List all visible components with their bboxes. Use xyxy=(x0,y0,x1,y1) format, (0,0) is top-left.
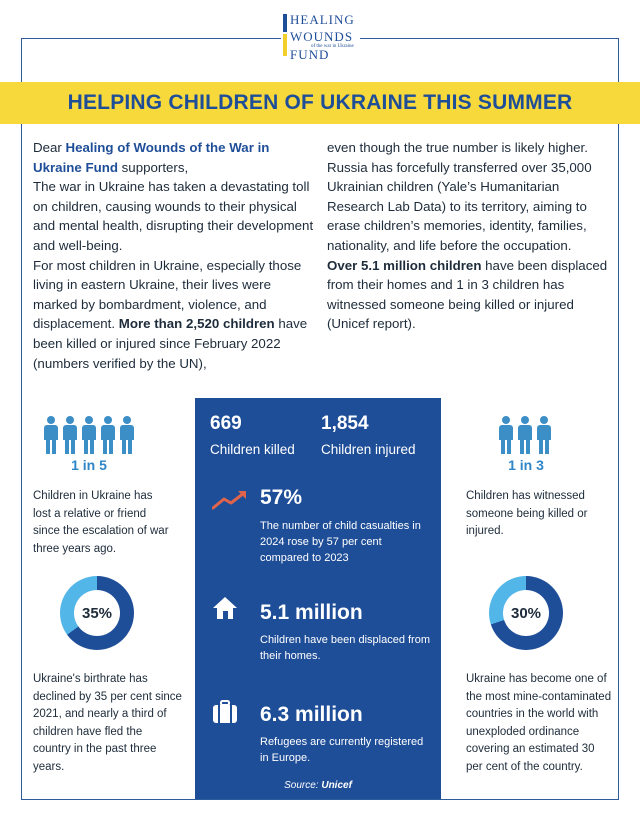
donut-left-label: 35% xyxy=(74,590,120,636)
letter-paragraph-1: The war in Ukraine has taken a devastating toll on children, causing wounds to their physical and mental health, disrupting their development and well-being. xyxy=(33,179,314,253)
letter-column-left xyxy=(33,138,318,373)
stat-displaced: 5.1 million xyxy=(260,601,363,624)
para2-post: have been killed or injured since February 2022 (numbers verified by the UN), xyxy=(33,316,308,371)
stat-refugees-desc: Refugees are currently registered in Europe. xyxy=(260,736,424,764)
para2-bold: More than 2,520 children xyxy=(118,316,275,332)
people-group-right xyxy=(499,416,551,454)
people-group-left xyxy=(44,416,134,454)
greeting-pre: Dear xyxy=(33,140,66,155)
logo-line-1: HEALING xyxy=(290,12,355,27)
fund-name: Healing of Wounds of the War in Ukraine Fund xyxy=(33,140,270,175)
ratio-left-text: Children in Ukraine has lost a relative or friend since the escalation of war three years ago. xyxy=(33,490,169,555)
person-icon xyxy=(518,416,532,454)
house-icon xyxy=(212,596,238,620)
page-title: HELPING CHILDREN OF UKRAINE THIS SUMMER xyxy=(67,91,573,114)
logo-subtitle: of the war in Ukraine xyxy=(311,44,354,49)
ratio-right: 1 in 3 xyxy=(508,457,544,473)
killed-number: 669 xyxy=(210,413,242,434)
stat-57-percent: 57% xyxy=(260,486,303,509)
source-prefix: Source: xyxy=(284,780,322,791)
person-icon xyxy=(120,416,134,454)
donut-right-text: Ukraine has become one of the most mine-contaminated countries in the world with unexploded ordinance covering an estimated 30 per cent of the country. xyxy=(466,673,612,773)
para2-pre: For most children in Ukraine, especially those living in eastern Ukraine, their lives were marked by bombardment, violence, and displacement. xyxy=(33,257,302,332)
person-icon xyxy=(499,416,513,454)
person-icon xyxy=(82,416,96,454)
source-name: Unicef xyxy=(321,780,352,791)
frame-top-right-line xyxy=(360,38,619,39)
letter-paragraph-4 xyxy=(327,256,612,334)
stat-57-desc: The number of child casualties in 2024 rose by 57 per cent compared to 2023 xyxy=(260,520,421,564)
injured-label: Children injured xyxy=(321,442,416,457)
suitcase-icon xyxy=(212,700,238,724)
ratio-left: 1 in 5 xyxy=(71,457,107,473)
person-icon xyxy=(101,416,115,454)
donut-chart-right xyxy=(489,576,563,650)
person-icon xyxy=(537,416,551,454)
logo-line-2: WOUNDS xyxy=(290,29,354,44)
letter-column-right xyxy=(327,138,612,334)
letter-greeting xyxy=(33,138,318,177)
donut-chart-left xyxy=(60,576,134,650)
trend-up-icon xyxy=(212,490,248,510)
title-banner xyxy=(0,82,640,124)
letter-paragraph-3: even though the true number is likely higher. Russia has forcefully transferred over 35,000 Ukrainian children (Yale’s Humanitarian Research Lab Data) to its territory, aiming to erase children’s memories, identity, families, nationality, and life before the occupation. xyxy=(327,140,592,253)
injured-number: 1,854 xyxy=(321,413,369,434)
donut-right-label: 30% xyxy=(503,590,549,636)
para4-post: have been displaced from their homes and 1 in 3 children has witnessed someone being killed or injured (Unicef report). xyxy=(327,257,608,332)
logo-blue-bar xyxy=(283,14,287,32)
source-note xyxy=(195,780,441,791)
greeting-post: supporters, xyxy=(117,159,189,175)
person-icon xyxy=(63,416,77,454)
ratio-right-text: Children has witnessed someone being killed or injured. xyxy=(466,490,588,537)
donut-left-text: Ukraine's birthrate has declined by 35 per cent since 2021, and nearly a third of children have fled the country in the past three years. xyxy=(33,673,182,773)
stat-refugees: 6.3 million xyxy=(260,703,363,726)
killed-label: Children killed xyxy=(210,442,295,457)
stat-displaced-desc: Children have been displaced from their homes. xyxy=(260,634,430,662)
fund-logo xyxy=(283,12,363,62)
para4-bold: Over 5.1 million children xyxy=(327,257,482,273)
person-icon xyxy=(44,416,58,454)
frame-top-left-line xyxy=(21,38,281,39)
letter-paragraph-2 xyxy=(33,256,318,374)
logo-yellow-bar xyxy=(283,34,287,56)
logo-line-3: FUND xyxy=(290,47,330,62)
stats-panel xyxy=(195,398,441,799)
